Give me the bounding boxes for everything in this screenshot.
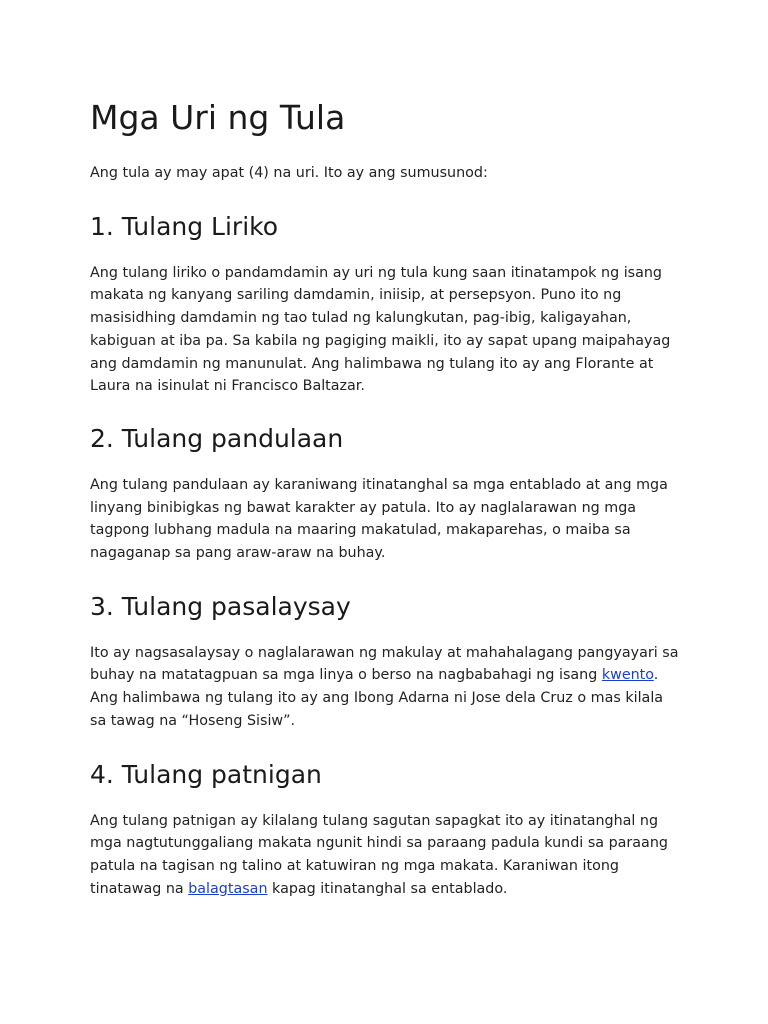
section-body-liriko: Ang tulang liriko o pandamdamin ay uri ng tula kung saan itinatampok ng isang makata ng kanyang sariling damdamin, iniisip, at persepsyon. Puno ito ng masisidhing damdamin ng tao tulad ng kalungkutan, pag-ibig, kaligayahan, kabiguan at iba pa. Sa kabila ng pagiging maikli, ito ay sapat upang maipahayag ang damdamin ng manunulat. Ang halimbawa ng tulang ito ay ang Florante at Laura na isinulat ni Francisco Baltazar.: [90, 264, 671, 395]
kwento-link[interactable]: kwento: [601, 667, 654, 684]
article: [90, 96, 680, 924]
section-body-patnigan: [90, 810, 680, 901]
balagtasan-link[interactable]: balagtasan: [188, 880, 268, 897]
body-text: Ito ay nagsasalaysay o naglalarawan ng makulay at mahahalagang pangyayari sa buhay na matatagpuan sa mga linya o berso na nagbabahagi ng isang: [90, 644, 679, 684]
section-heading-pasalaysay: 3. Tulang pasalaysay: [90, 591, 351, 621]
section-heading-pandulaan: 2. Tulang pandulaan: [90, 423, 344, 453]
intro-paragraph: Ang tula ay may apat (4) na uri. Ito ay ang sumusunod:: [90, 165, 488, 181]
section-heading-liriko: 1. Tulang Liriko: [90, 211, 279, 241]
section-heading-patnigan: 4. Tulang patnigan: [90, 759, 322, 789]
body-text: Ang tulang patnigan ay kilalang tulang sagutan sapagkat ito ay itinatanghal ng mga nagtutunggaliang makata ngunit hindi sa paraang padula kundi sa paraang patula na tagisan ng talino at katuwiran ng mga makata. Karaniwan itong tinatawag na: [90, 812, 668, 897]
section-body-pandulaan: Ang tulang pandulaan ay karaniwang itinatanghal sa mga entablado at ang mga linyang binibigkas ng bawat karakter ay patula. Ito ay naglalarawan ng mga tagpong lubhang madula na maaring makatulad, makaparehas, o maiba sa nagaganap sa pang araw-araw na buhay.: [90, 476, 668, 562]
page-title: Mga Uri ng Tula: [90, 98, 346, 137]
body-text: kapag itinatanghal sa entablado.: [267, 880, 508, 897]
body-text: . Ang halimbawa ng tulang ito ay ang Ibong Adarna ni Jose dela Cruz o mas kilala sa tawag na “Hoseng Sisiw”.: [90, 667, 664, 729]
section-body-pasalaysay: [90, 642, 680, 733]
